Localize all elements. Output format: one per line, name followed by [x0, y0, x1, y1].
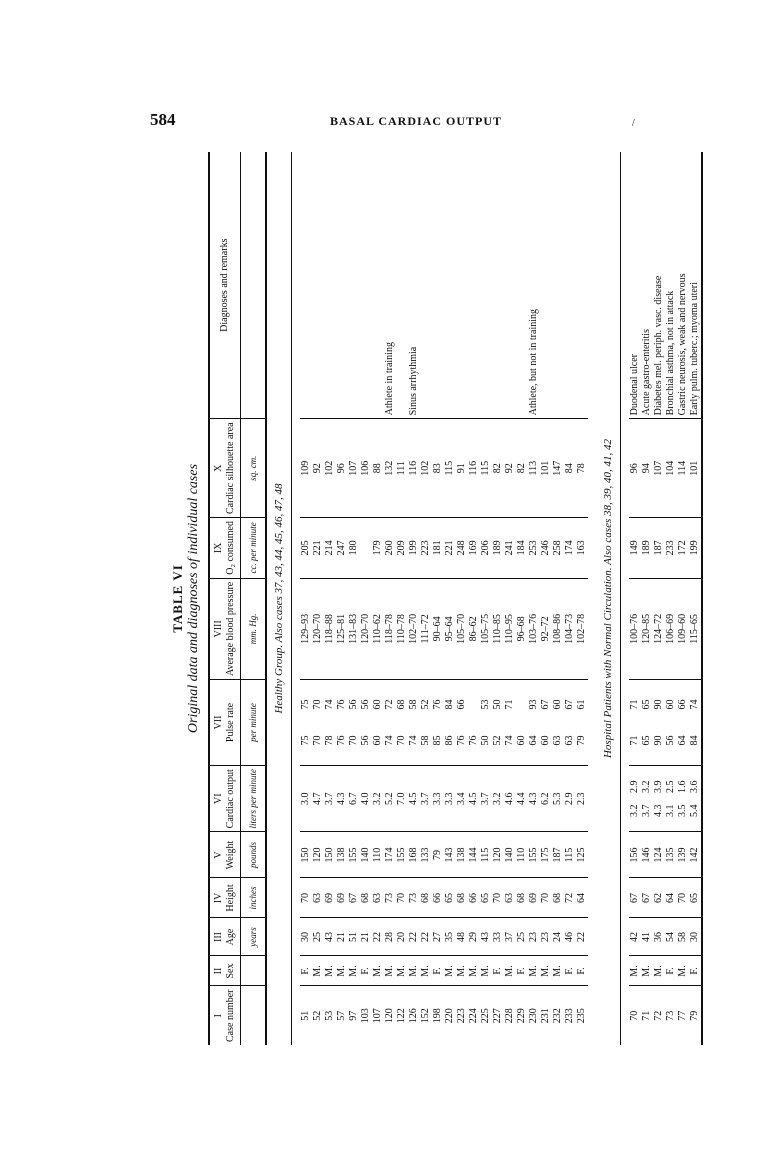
unit-weight: pounds — [241, 832, 267, 878]
col-head-case: I Case number — [209, 986, 241, 1045]
unit-case — [241, 986, 267, 1045]
table-caption: Original data and diagnoses of individual cases — [186, 463, 201, 734]
o2-consumed-column: 205 221 214 247 180 179 260 209 199 223 181 221 248 169 206 189 241 184 253 246 258 174 163 — [300, 518, 588, 579]
weight-column: 156 146 124 135 139 142 — [629, 832, 702, 878]
col-head-sex: II Sex — [209, 956, 241, 986]
pulse-values-b: 71 65 90 60 66 74 — [629, 699, 700, 710]
col-head-o2-consumed: IX O₂ consumed — [209, 518, 241, 579]
age-column: 30 25 43 21 51 21 22 28 20 22 22 27 35 48 29 43 33 37 25 23 23 24 46 22 — [300, 918, 588, 956]
unit-o2-consumed: cc. per minute — [241, 518, 267, 579]
blood-pressure-column: 129–93 120–70 118–88 125–81 131–83 120–70 110–62 118–78 110–78 102–70 111–72 90–64 95–64 105–70 86–62 105–75 110–85 110–95 96–68 103–76 92–72 108–86 104–73 102–78 — [300, 578, 588, 679]
case-number-column: 51 52 53 57 97 103 107 120 122 126 152 198 220 223 224 225 227 228 229 230 231 232 233 235 — [300, 1008, 587, 1024]
hospital-group-rows — [629, 152, 702, 1045]
col-head-cardiac-output: VI Cardiac output — [209, 766, 241, 833]
cardiac-output-column — [629, 766, 702, 833]
remarks-column: Duodenal ulcer Acute gastro-enteritis Diabetes mel. periph. vasc. disease Bronchial asthma, not in attack Gastric neurosis, weak and nervous Early pulm. tuberc.; myoma uteri — [629, 152, 702, 419]
healthy-group-rows — [300, 152, 588, 1045]
page-number: 584 — [150, 110, 176, 129]
col-head-silhouette-area: X Cardiac silhouette area — [209, 419, 241, 518]
unit-sex — [241, 956, 267, 986]
unit-blood-pressure: mm. Hg. — [241, 578, 267, 679]
sex-column: F. M. M. M. M. F. M. M. M. M. M. F. M. M. M. M. F. M. F. M. M. M. F. F. — [300, 956, 588, 986]
column-headers — [209, 152, 241, 1045]
rotated-table-page — [170, 152, 700, 1045]
remarks-column: Athlete in training Sinus arrhythmia Athlete, but not in training — [300, 152, 588, 419]
col-head-age: III Age — [209, 918, 241, 956]
cardiac-output-column: 3.0 4.7 3.7 4.3 6.7 4.0 3.2 5.2 7.0 4.5 3.7 3.3 3.3 3.4 4.5 3.7 3.2 4.6 4.4 4.3 6.2 5.3 2.9 2.3 — [300, 766, 588, 833]
running-head-title: BASAL CARDIAC OUTPUT — [330, 114, 503, 128]
case-number-column: 70 71 72 73 77 79 — [629, 986, 702, 1045]
unit-pulse-rate: per minute — [241, 680, 267, 766]
unit-silhouette-area: sq. cm. — [241, 419, 267, 518]
pulse-values-a: 75 70 78 76 70 56 60 74 70 74 58 85 86 76 76 50 52 74 60 64 60 63 63 79 — [300, 735, 587, 746]
col-head-weight: V Weight — [209, 832, 241, 878]
unit-height: inches — [241, 878, 267, 918]
unit-remarks — [241, 152, 267, 419]
height-column: 67 67 62 64 70 65 — [629, 878, 702, 918]
o2-consumed-column: 149 189 187 233 172 199 — [629, 518, 702, 579]
pulse-values-b: 75 70 74 76 56 56 60 72 68 58 52 76 84 66 53 50 71 93 67 60 67 61 — [300, 699, 587, 710]
age-column: 42 41 36 54 58 30 — [629, 918, 702, 956]
output-values-b: 2.9 3.2 3.9 2.5 1.6 3.6 — [629, 780, 700, 793]
weight-column: 150 120 150 138 155 140 110 174 155 168 133 79 143 138 144 115 120 140 110 155 175 187 115 125 — [300, 832, 588, 878]
col-head-pulse-rate: VII Pulse rate — [209, 680, 241, 766]
group-title-healthy: Healthy Group. Also cases 37, 43, 44, 45, 46, 47, 48 — [266, 152, 292, 1045]
col-head-remarks: Diagnoses and remarks — [209, 152, 241, 419]
silhouette-area-column: 96 94 107 104 114 101 — [629, 419, 702, 518]
col-head-blood-pressure: VIII Average blood pressure — [209, 578, 241, 679]
table-label: TABLE VI — [170, 564, 185, 633]
col-head-height: IV Height — [209, 878, 241, 918]
blood-pressure-column: 100–76 120–85 124–72 106–69 109–60 115–65 — [629, 578, 702, 679]
margin-mark: / — [632, 118, 635, 129]
pulse-values-a: 71 65 90 56 64 84 — [629, 735, 700, 746]
column-units — [241, 152, 267, 1045]
silhouette-area-column: 109 92 102 96 107 106 88 132 111 116 102 83 115 91 116 115 82 92 82 113 101 147 84 78 — [300, 419, 588, 518]
sex-column: M. M. M. F. M. F. — [629, 956, 702, 986]
pulse-rate-column — [629, 680, 702, 766]
healthy-group — [266, 152, 596, 1045]
height-column: 70 63 69 69 67 68 63 73 70 73 68 66 65 68 66 65 70 63 68 69 70 68 72 64 — [300, 878, 588, 918]
unit-cardiac-output: liters per minute — [241, 766, 267, 833]
data-table — [208, 152, 703, 1045]
group-title-hospital: Hospital Patients with Normal Circulation. Also cases 38, 39, 40, 41, 42 — [596, 152, 621, 1045]
pulse-rate-column — [300, 680, 588, 766]
unit-age: years — [241, 918, 267, 956]
hospital-group — [596, 152, 702, 1045]
output-values-a: 3.2 3.7 4.3 3.1 3.5 5.4 — [629, 804, 700, 817]
